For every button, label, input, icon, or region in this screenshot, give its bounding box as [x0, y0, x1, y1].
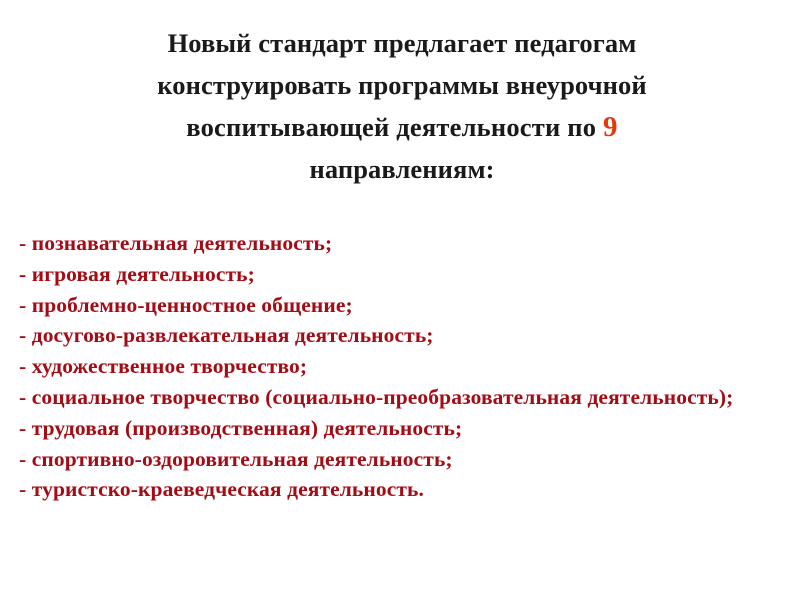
title-line-2: конструировать программы внеурочной: [157, 70, 647, 100]
slide-title: [56, 22, 748, 190]
list-item: - трудовая (производственная) деятельность;: [19, 415, 463, 440]
list-item: - туристско-краеведческая деятельность.: [19, 477, 424, 502]
list-item: - игровая деятельность;: [19, 261, 255, 286]
title-line-4: направлениям:: [309, 154, 495, 184]
list-item: - социальное творчество (социально-преобразовательная деятельность);: [19, 384, 734, 409]
list-item: - проблемно-ценностное общение;: [19, 292, 353, 317]
directions-count: 9: [603, 111, 618, 143]
list-item: - спортивно-оздоровительная деятельность;: [19, 446, 453, 471]
title-line-3-text: воспитывающей деятельности по: [186, 112, 604, 142]
title-line-1: Новый стандарт предлагает педагогам: [167, 28, 637, 58]
list-item: - художественное творчество;: [19, 354, 308, 379]
activity-directions-list: [19, 228, 779, 505]
list-item: - досугово-развлекательная деятельность;: [19, 323, 434, 348]
list-item: - познавательная деятельность;: [19, 231, 333, 255]
title-line-3: [56, 106, 748, 148]
